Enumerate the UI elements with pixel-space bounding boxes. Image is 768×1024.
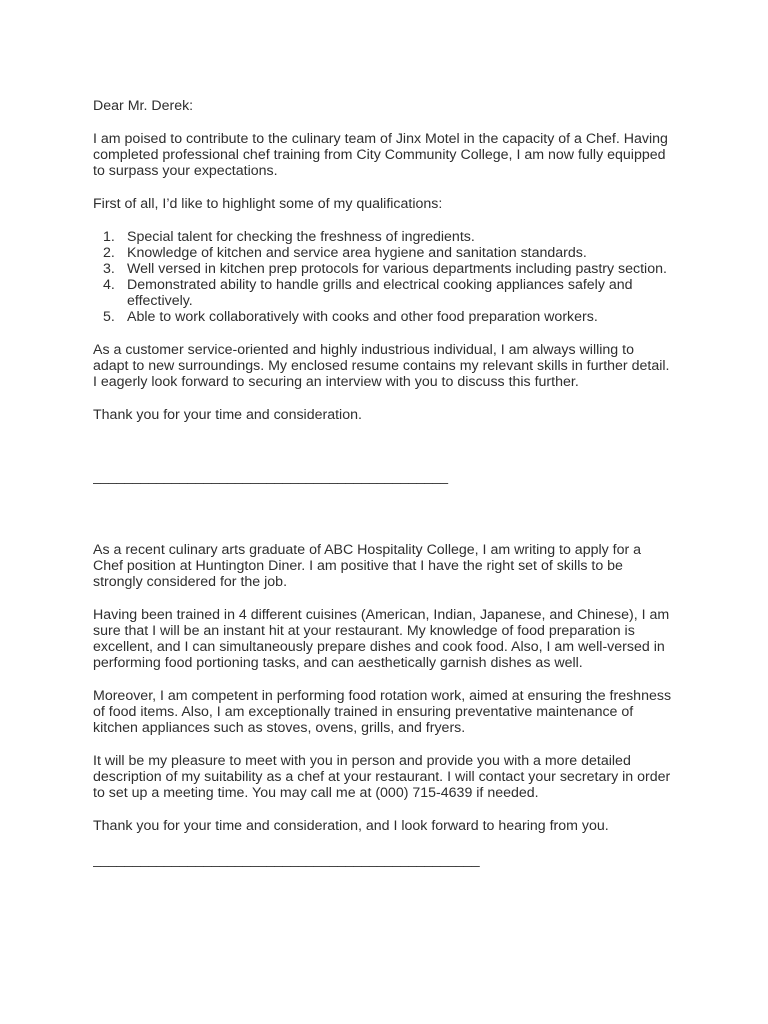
qualification-text: Demonstrated ability to handle grills and electrical cooking appliances safely and effectively. <box>127 277 633 309</box>
letter2-closing: Thank you for your time and consideration, and I look forward to hearing from you. <box>93 818 609 834</box>
qualification-item <box>93 229 673 245</box>
qualification-item <box>93 309 673 325</box>
qualification-number: 4. <box>103 277 115 293</box>
letter1-paragraph-1: I am poised to contribute to the culinary team of Jinx Motel in the capacity of a Chef. Having completed professional chef training from City Community College, I am now fully equipped to surpass your expectations. <box>93 131 668 179</box>
signature-line: _________________________________________________ <box>93 852 480 868</box>
salutation: Dear Mr. Derek: <box>93 98 194 114</box>
letter2-paragraph-2: Having been trained in 4 different cuisines (American, Indian, Japanese, and Chinese), I am sure that I will be an instant hit at your restaurant. My knowledge of food preparation is excellent, and I can simultaneously prepare dishes and cook food. Also, I am well-versed in performing food portioning tasks, and can aesthetically garnish dishes as well. <box>93 607 670 671</box>
letter2-paragraph-4: It will be my pleasure to meet with you in person and provide you with a more detailed description of my suitability as a chef at your restaurant. I will contact your secretary in order to set up a meeting time. You may call me at (000) 715-4639 if needed. <box>93 753 671 801</box>
qualification-item <box>93 261 673 277</box>
qualification-number: 3. <box>103 261 115 277</box>
qualification-text: Special talent for checking the freshness of ingredients. <box>127 229 475 245</box>
qualification-item <box>93 277 673 309</box>
letter1-paragraph-2: First of all, I’d like to highlight some of my qualifications: <box>93 196 443 212</box>
letter-separator-gap <box>93 485 673 542</box>
letter1-closing: Thank you for your time and consideration. <box>93 407 362 423</box>
qualification-text: Knowledge of kitchen and service area hygiene and sanitation standards. <box>127 245 587 261</box>
letter1-paragraph-3: As a customer service-oriented and highly industrious individual, I am always willing to adapt to new surroundings. My enclosed resume contains my relevant skills in further detail. I eagerly look forward to securing an interview with you to discuss this further. <box>93 342 670 390</box>
qualification-number: 5. <box>103 309 115 325</box>
qualifications-list <box>93 229 673 325</box>
qualification-number: 1. <box>103 229 115 245</box>
letter2-paragraph-3: Moreover, I am competent in performing food rotation work, aimed at ensuring the freshness of food items. Also, I am exceptionally trained in ensuring preventative maintenance of kitchen appliances such as stoves, ovens, grills, and fryers. <box>93 688 672 736</box>
qualification-number: 2. <box>103 245 115 261</box>
signature-line: _____________________________________________ <box>93 469 449 485</box>
qualification-item <box>93 245 673 261</box>
qualification-text: Well versed in kitchen prep protocols for various departments including pastry section. <box>127 261 667 277</box>
letter2-paragraph-1: As a recent culinary arts graduate of ABC Hospitality College, I am writing to apply for a Chef position at Huntington Diner. I am positive that I have the right set of skills to be strongly considered for the job. <box>93 542 642 590</box>
document-body <box>93 98 673 868</box>
qualification-text: Able to work collaboratively with cooks and other food preparation workers. <box>127 309 598 325</box>
